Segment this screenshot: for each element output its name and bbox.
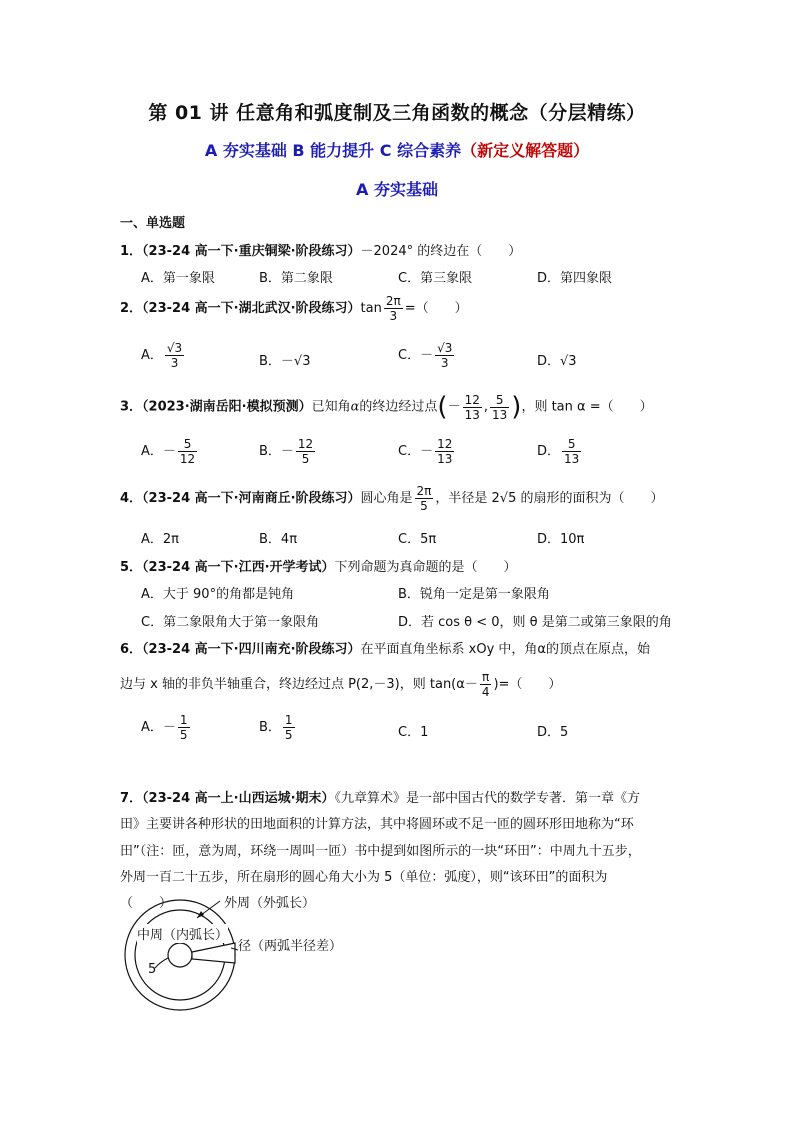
subtitle-levels: A 夯实基础 B 能力提升 C 综合素养 — [204, 141, 462, 160]
q6-option-a[interactable]: A．－ $\frac{1}{5}$ — [141, 713, 188, 742]
q4-option-d[interactable]: D．10π — [537, 532, 585, 547]
q2-option-d[interactable]: D．√3 — [537, 354, 577, 369]
question-7-line2: 田》主要讲各种形状的田地面积的计算方法，其中将圆环或不足一匝的圆环形田地称为“环 — [120, 817, 634, 832]
q6-option-d[interactable]: D．5 — [537, 725, 569, 740]
q1-option-d[interactable]: D．第四象限 — [537, 271, 613, 286]
q4-option-a[interactable]: A．2π — [141, 532, 179, 547]
question-6-line2: 边与 x 轴的非负半轴重合，终边经过点 P(2,－3)，则 tan(α－ $\frac{\pi}{4}$ )=（ ） — [120, 670, 562, 699]
question-7-line4: 外周一百二十五步，所在扇形的圆心角大小为 5（单位：弧度），则“该环田”的面积为 — [120, 870, 608, 885]
q5-option-d[interactable]: D．若 cos θ < 0，则 θ 是第二或第三象限的角 — [398, 615, 672, 630]
section-heading: A 夯实基础 — [356, 180, 438, 199]
subtitle-new-definition: （新定义解答题） — [461, 141, 590, 160]
q5-option-a[interactable]: A．大于 90°的角都是钝角 — [141, 587, 295, 602]
q6-option-b[interactable]: B． $\frac{1}{5}$ — [259, 713, 293, 742]
q2-option-c[interactable]: C．－ $\frac{√3}{3}$ — [398, 341, 453, 370]
q4-option-b[interactable]: B．4π — [259, 532, 298, 547]
question-2: 2．（23-24 高一下·湖北武汉·阶段练习）tan $\frac{2\pi}{3}$ =（ ） — [120, 294, 468, 323]
q1-option-b[interactable]: B．第二象限 — [259, 271, 333, 286]
q4-option-c[interactable]: C．5π — [398, 532, 437, 547]
q3-option-c[interactable]: C．－ $\frac{12}{13}$ — [398, 437, 453, 466]
question-1: 1．（23-24 高一下·重庆铜梁·阶段练习）－2024° 的终边在（ ） — [120, 244, 522, 259]
q1-option-a[interactable]: A．第一象限 — [141, 271, 215, 286]
q3-option-b[interactable]: B．－ $\frac{12}{5}$ — [259, 437, 314, 466]
angle-arc — [155, 958, 168, 968]
q6-option-c[interactable]: C．1 — [398, 725, 429, 740]
q3-option-d[interactable]: D． $\frac{5}{13}$ — [537, 437, 580, 466]
outer-arc-label: 外周（外弧长） — [224, 896, 316, 911]
subtitle — [0, 138, 794, 161]
question-4: 4．（23-24 高一下·河南商丘·阶段练习）圆心角是 $\frac{2\pi}{5}$ ，半径是 2√5 的扇形的面积为（ ） — [120, 484, 664, 513]
q5-option-c[interactable]: C．第二象限角大于第一象限角 — [141, 615, 320, 630]
q3-option-a[interactable]: A．－ $\frac{5}{12}$ — [141, 437, 196, 466]
inner-arc-label: 中周（内弧长） — [137, 924, 228, 943]
question-7-line5: （ ） — [120, 896, 173, 911]
q1-option-c[interactable]: C．第三象限 — [398, 271, 473, 286]
page-title: 第 01 讲 任意角和弧度制及三角函数的概念（分层精练） — [148, 102, 646, 124]
radius-diff-label: 径（两弧半径差） — [238, 939, 343, 954]
gap-wedge — [192, 943, 235, 963]
question-6: 6．（23-24 高一下·四川南充·阶段练习）在平面直角坐标系 xOy 中，角α的顶点在原点，始 — [120, 642, 650, 657]
angle-label: 5 — [148, 962, 157, 977]
inner-circle — [168, 943, 192, 967]
q2-option-a[interactable]: A． $\frac{√3}{3}$ — [141, 341, 183, 370]
q2-option-b[interactable]: B．－√3 — [259, 354, 311, 369]
question-7-line3: 田”（注：匝，意为周，环绕一周叫一匝）书中提到如图所示的一块“环田”：中周九十五步， — [120, 844, 641, 859]
q5-option-b[interactable]: B．锐角一定是第一象限角 — [398, 587, 550, 602]
question-3: 3．（2023·湖南岳阳·模拟预测）已知角α的终边经过点(－ $\frac{12}{13}$ , $\frac{5}{13}$ )，则 tan α =（ ） — [120, 392, 653, 422]
question-5: 5．（23-24 高一下·江西·开学考试）下列命题为真命题的是（ ） — [120, 560, 517, 575]
question-7: 7．（23-24 高一上·山西运城·期末）《九章算术》是一部中国古代的数学专著．第一章《方 — [120, 791, 641, 806]
part-label: 一、单选题 — [120, 216, 186, 231]
